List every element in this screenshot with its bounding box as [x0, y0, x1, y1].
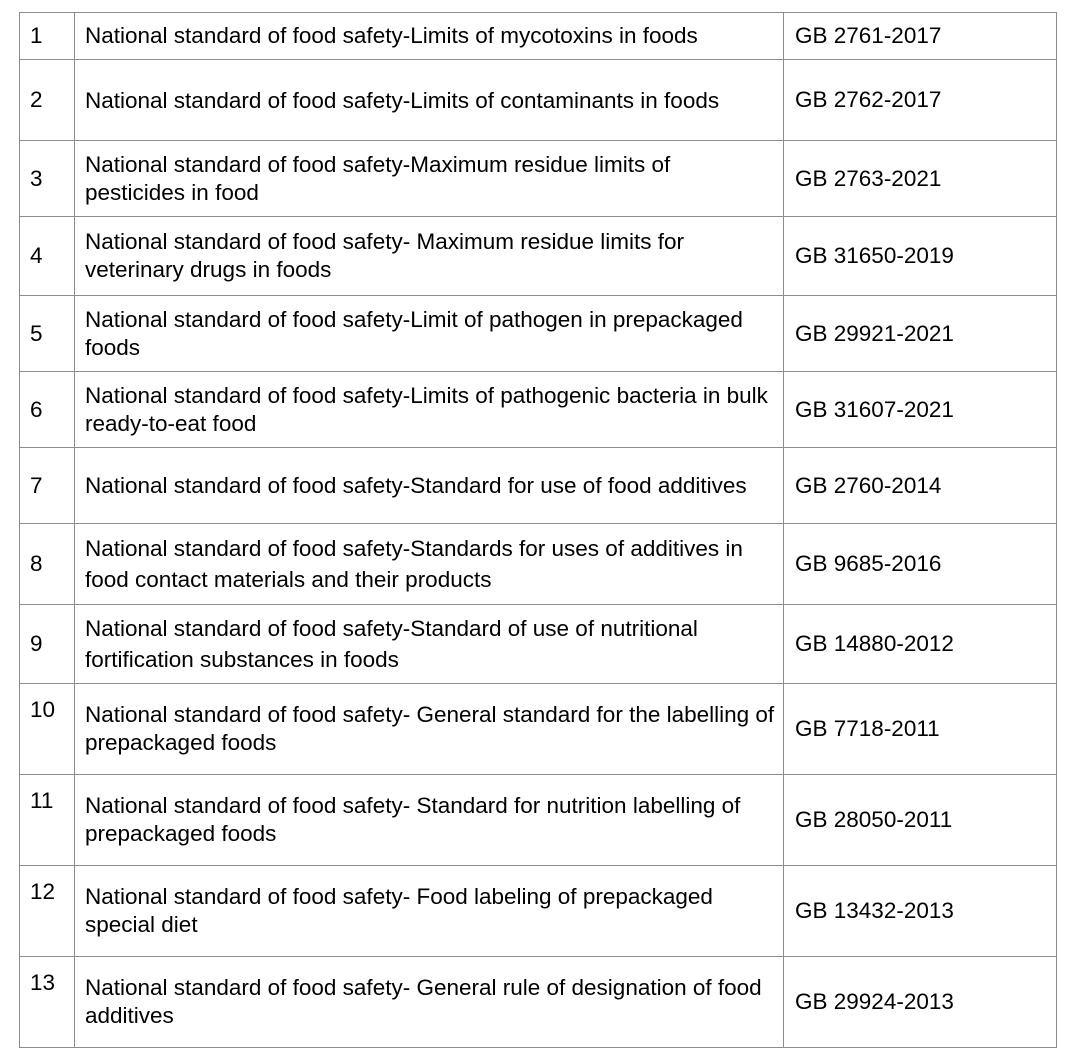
standard-title: National standard of food safety-Limits of contaminants in foods [75, 60, 784, 141]
standard-code: GB 7718-2011 [784, 684, 1057, 775]
table-row [20, 448, 1057, 524]
table-row [20, 217, 1057, 296]
standard-code: GB 14880-2012 [784, 605, 1057, 684]
row-number: 7 [20, 448, 75, 524]
row-number: 5 [20, 296, 75, 372]
standard-code: GB 29921-2021 [784, 296, 1057, 372]
standard-code: GB 2763-2021 [784, 141, 1057, 217]
standard-code: GB 2761-2017 [784, 13, 1057, 60]
food-safety-standards-table [19, 12, 1057, 1048]
standard-title: National standard of food safety- Standard for nutrition labelling of prepackaged foods [75, 775, 784, 866]
standard-code: GB 2762-2017 [784, 60, 1057, 141]
table-row [20, 957, 1057, 1048]
row-number: 6 [20, 372, 75, 448]
standard-title: National standard of food safety-Maximum residue limits of pesticides in food [75, 141, 784, 217]
standard-title: National standard of food safety-Standard of use of nutritional fortification substances in foods [75, 605, 784, 684]
standard-title: National standard of food safety-Limit of pathogen in prepackaged foods [75, 296, 784, 372]
standard-title: National standard of food safety- General standard for the labelling of prepackaged foods [75, 684, 784, 775]
standard-title: National standard of food safety- General rule of designation of food additives [75, 957, 784, 1048]
standard-title: National standard of food safety- Maximum residue limits for veterinary drugs in foods [75, 217, 784, 296]
standard-code: GB 29924-2013 [784, 957, 1057, 1048]
table-row [20, 775, 1057, 866]
standard-title: National standard of food safety-Limits of mycotoxins in foods [75, 13, 784, 60]
standard-title: National standard of food safety-Standards for uses of additives in food contact materials and their products [75, 524, 784, 605]
standard-code: GB 9685-2016 [784, 524, 1057, 605]
table-row [20, 605, 1057, 684]
standard-code: GB 31607-2021 [784, 372, 1057, 448]
standard-title: National standard of food safety-Limits of pathogenic bacteria in bulk ready-to-eat food [75, 372, 784, 448]
table-row [20, 60, 1057, 141]
table-row [20, 296, 1057, 372]
row-number: 4 [20, 217, 75, 296]
row-number: 10 [20, 684, 75, 775]
row-number: 11 [20, 775, 75, 866]
standard-code: GB 13432-2013 [784, 866, 1057, 957]
row-number: 13 [20, 957, 75, 1048]
standards-table-container [19, 12, 1056, 1048]
table-row [20, 524, 1057, 605]
standard-title: National standard of food safety-Standard for use of food additives [75, 448, 784, 524]
standard-code: GB 28050-2011 [784, 775, 1057, 866]
row-number: 3 [20, 141, 75, 217]
table-row [20, 684, 1057, 775]
table-row [20, 141, 1057, 217]
row-number: 2 [20, 60, 75, 141]
standard-code: GB 2760-2014 [784, 448, 1057, 524]
table-row [20, 866, 1057, 957]
standard-code: GB 31650-2019 [784, 217, 1057, 296]
row-number: 8 [20, 524, 75, 605]
row-number: 12 [20, 866, 75, 957]
row-number: 9 [20, 605, 75, 684]
table-row [20, 13, 1057, 60]
standard-title: National standard of food safety- Food labeling of prepackaged special diet [75, 866, 784, 957]
row-number: 1 [20, 13, 75, 60]
table-row [20, 372, 1057, 448]
